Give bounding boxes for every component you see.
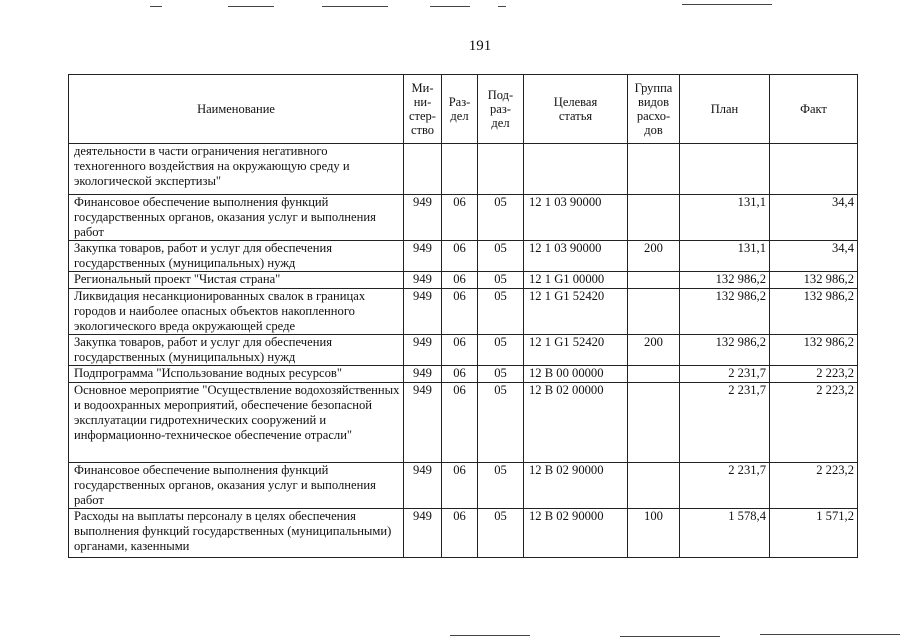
header-subsection: Под- раз- дел <box>478 75 524 144</box>
cell-ministry: 949 <box>404 272 442 289</box>
cell-ministry: 949 <box>404 383 442 463</box>
cell-fact: 34,4 <box>770 195 858 241</box>
scan-artifact-line <box>498 6 506 7</box>
cell-expense-group <box>628 463 680 509</box>
cell-expense-group <box>628 195 680 241</box>
cell-subsection: 05 <box>478 241 524 272</box>
cell-plan <box>680 144 770 195</box>
cell-ministry: 949 <box>404 509 442 558</box>
cell-section: 06 <box>442 241 478 272</box>
cell-name: Региональный проект "Чистая страна" <box>69 272 404 289</box>
cell-fact: 1 571,2 <box>770 509 858 558</box>
cell-section: 06 <box>442 195 478 241</box>
cell-plan: 1 578,4 <box>680 509 770 558</box>
cell-subsection: 05 <box>478 289 524 335</box>
header-name: Наименование <box>69 75 404 144</box>
budget-table <box>68 74 858 558</box>
cell-fact: 2 223,2 <box>770 463 858 509</box>
header-plan: План <box>680 75 770 144</box>
cell-fact <box>770 144 858 195</box>
cell-ministry: 949 <box>404 335 442 366</box>
scan-artifact-line <box>760 634 900 635</box>
cell-target <box>524 144 628 195</box>
cell-target: 12 1 G1 00000 <box>524 272 628 289</box>
table-row <box>69 383 858 463</box>
scan-artifact-line <box>450 635 530 636</box>
cell-target: 12 1 03 90000 <box>524 195 628 241</box>
cell-plan: 131,1 <box>680 241 770 272</box>
cell-fact: 2 223,2 <box>770 383 858 463</box>
table-row <box>69 272 858 289</box>
cell-section: 06 <box>442 272 478 289</box>
cell-ministry: 949 <box>404 366 442 383</box>
cell-name: Основное мероприятие "Осуществление водохозяйственных и водоохранных мероприятий, обеспечение безопасной эксплуатации гидротехнических сооружений и информационно-техническое обеспечение отрасли" <box>69 383 404 463</box>
cell-ministry: 949 <box>404 195 442 241</box>
cell-expense-group <box>628 144 680 195</box>
cell-section: 06 <box>442 383 478 463</box>
table-body <box>69 144 858 558</box>
scan-artifact-line <box>682 4 772 5</box>
table-row <box>69 335 858 366</box>
cell-target: 12 1 G1 52420 <box>524 335 628 366</box>
cell-plan: 132 986,2 <box>680 272 770 289</box>
cell-name: Финансовое обеспечение выполнения функций государственных органов, оказания услуг и выполнения работ <box>69 195 404 241</box>
cell-plan: 132 986,2 <box>680 289 770 335</box>
header-expense-group: Группа видов расхо- дов <box>628 75 680 144</box>
cell-name: Ликвидация несанкционированных свалок в границах городов и наиболее опасных объектов накопленного экологического вреда окружающей среде <box>69 289 404 335</box>
cell-subsection <box>478 144 524 195</box>
cell-plan: 2 231,7 <box>680 383 770 463</box>
cell-subsection: 05 <box>478 463 524 509</box>
cell-subsection: 05 <box>478 272 524 289</box>
cell-target: 12 1 03 90000 <box>524 241 628 272</box>
cell-name: Подпрограмма "Использование водных ресурсов" <box>69 366 404 383</box>
cell-expense-group <box>628 383 680 463</box>
table-row <box>69 289 858 335</box>
cell-name: Закупка товаров, работ и услуг для обеспечения государственных (муниципальных) нужд <box>69 241 404 272</box>
cell-name: Закупка товаров, работ и услуг для обеспечения государственных (муниципальных) нужд <box>69 335 404 366</box>
scan-artifact-line <box>322 6 388 7</box>
cell-expense-group: 200 <box>628 335 680 366</box>
page-number: 191 <box>468 38 492 54</box>
cell-target: 12 В 00 00000 <box>524 366 628 383</box>
table-row <box>69 463 858 509</box>
header-fact: Факт <box>770 75 858 144</box>
cell-expense-group: 100 <box>628 509 680 558</box>
header-target: Целевая статья <box>524 75 628 144</box>
scan-artifact-line <box>150 6 162 7</box>
table-row <box>69 366 858 383</box>
table-row <box>69 144 858 195</box>
cell-subsection: 05 <box>478 383 524 463</box>
cell-fact: 132 986,2 <box>770 289 858 335</box>
cell-section: 06 <box>442 509 478 558</box>
cell-name: Финансовое обеспечение выполнения функций государственных органов, оказания услуг и выполнения работ <box>69 463 404 509</box>
cell-target: 12 В 02 90000 <box>524 509 628 558</box>
cell-section: 06 <box>442 366 478 383</box>
cell-subsection: 05 <box>478 366 524 383</box>
cell-expense-group <box>628 289 680 335</box>
cell-plan: 131,1 <box>680 195 770 241</box>
header-section: Раз- дел <box>442 75 478 144</box>
table-header-row <box>69 75 858 144</box>
cell-fact: 2 223,2 <box>770 366 858 383</box>
table-row <box>69 195 858 241</box>
cell-subsection: 05 <box>478 195 524 241</box>
cell-fact: 132 986,2 <box>770 335 858 366</box>
cell-section: 06 <box>442 335 478 366</box>
cell-fact: 34,4 <box>770 241 858 272</box>
scan-artifact-line <box>228 6 274 7</box>
cell-section <box>442 144 478 195</box>
cell-subsection: 05 <box>478 335 524 366</box>
cell-plan: 2 231,7 <box>680 366 770 383</box>
cell-ministry: 949 <box>404 289 442 335</box>
cell-subsection: 05 <box>478 509 524 558</box>
cell-expense-group <box>628 366 680 383</box>
scan-artifact-line <box>620 636 720 637</box>
table-row <box>69 509 858 558</box>
cell-expense-group <box>628 272 680 289</box>
cell-name: Расходы на выплаты персоналу в целях обеспечения выполнения функций государственных (муниципальными) органами, казенными <box>69 509 404 558</box>
cell-target: 12 В 02 00000 <box>524 383 628 463</box>
cell-section: 06 <box>442 463 478 509</box>
cell-target: 12 В 02 90000 <box>524 463 628 509</box>
cell-plan: 132 986,2 <box>680 335 770 366</box>
cell-ministry: 949 <box>404 241 442 272</box>
cell-plan: 2 231,7 <box>680 463 770 509</box>
cell-section: 06 <box>442 289 478 335</box>
cell-ministry <box>404 144 442 195</box>
cell-expense-group: 200 <box>628 241 680 272</box>
cell-target: 12 1 G1 52420 <box>524 289 628 335</box>
header-ministry: Ми- ни- стер- ство <box>404 75 442 144</box>
cell-ministry: 949 <box>404 463 442 509</box>
table-row <box>69 241 858 272</box>
scan-artifact-line <box>430 6 470 7</box>
cell-name: деятельности в части ограничения негативного техногенного воздействия на окружающую среду и экологической экспертизы" <box>69 144 404 195</box>
cell-fact: 132 986,2 <box>770 272 858 289</box>
